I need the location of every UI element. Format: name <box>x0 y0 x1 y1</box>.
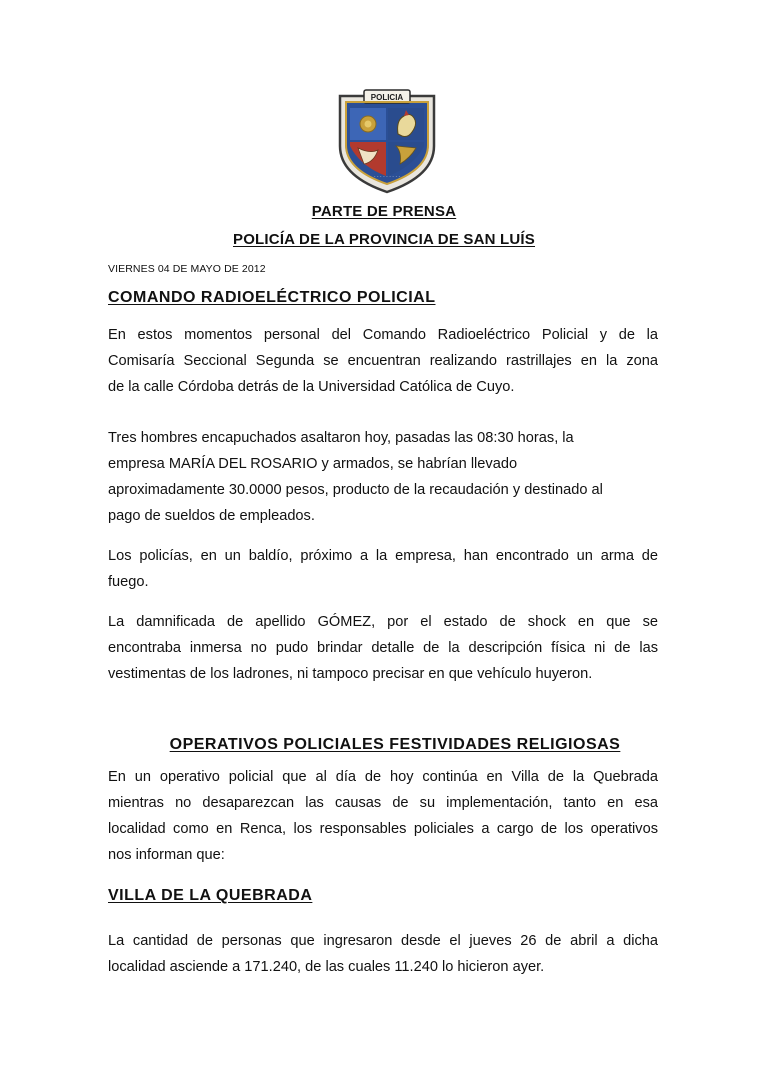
paragraph-comando-3 <box>108 543 658 595</box>
text-line: fuego. <box>108 574 149 590</box>
text-line: La cantidad de personas que ingresaron desde el jueves 26 de abril a dicha <box>108 933 658 949</box>
svg-text:POLICIA: POLICIA <box>370 93 404 102</box>
heading-operativos-text: OPERATIVOS POLICIALES FESTIVIDADES RELIGIOSAS <box>169 736 621 753</box>
text-line: vestimentas de los ladrones, ni tampoco precisar en que vehículo huyeron. <box>108 666 593 682</box>
paragraph-villa-1 <box>108 928 658 980</box>
document-subtitle <box>0 231 768 248</box>
paragraph-comando-1 <box>108 322 658 400</box>
text-line: Comisaría Seccional Segunda se encuentran realizando rastrillajes en la zona <box>108 353 658 369</box>
publication-date: VIERNES 04 DE MAYO DE 2012 <box>108 263 266 275</box>
text-line: En un operativo policial que al día de hoy continúa en Villa de la Quebrada <box>108 769 658 785</box>
text-line: aproximadamente 30.0000 pesos, producto de la recaudación y destinado al <box>108 482 603 498</box>
text-line: La damnificada de apellido GÓMEZ, por el estado de shock en que se <box>108 614 658 630</box>
text-line: localidad asciende a 171.240, de las cuales 11.240 lo hicieron ayer. <box>108 959 545 975</box>
police-shield-logo <box>330 88 444 196</box>
text-line: Los policías, en un baldío, próximo a la empresa, han encontrado un arma de <box>108 548 658 564</box>
text-line: pago de sueldos de empleados. <box>108 508 315 524</box>
heading-comando-radioelectrico: COMANDO RADIOELÉCTRICO POLICIAL <box>108 289 436 306</box>
text-line: Tres hombres encapuchados asaltaron hoy, pasadas las 08:30 horas, la <box>108 430 574 446</box>
text-line: empresa MARÍA DEL ROSARIO y armados, se habrían llevado <box>108 456 518 472</box>
paragraph-comando-4 <box>108 609 658 687</box>
paragraph-comando-2 <box>108 425 658 529</box>
svg-text:· · · · · · · · ·: · · · · · · · · · <box>373 174 401 180</box>
heading-operativos-policiales <box>0 736 768 754</box>
text-line: En estos momentos personal del Comando Radioeléctrico Policial y de la <box>108 327 658 343</box>
text-line: mientras no desaparezcan las causas de su implementación, tanto en esa <box>108 795 658 811</box>
shield-emblem-icon <box>330 88 444 196</box>
text-line: nos informan que: <box>108 847 225 863</box>
paragraph-operativos-1 <box>108 764 658 868</box>
heading-villa-de-la-quebrada: VILLA DE LA QUEBRADA <box>108 887 313 904</box>
text-line: de la calle Córdoba detrás de la Universidad Católica de Cuyo. <box>108 379 515 395</box>
document-title-text: PARTE DE PRENSA <box>311 203 457 220</box>
document-title <box>0 203 768 220</box>
document-subtitle-text: POLICÍA DE LA PROVINCIA DE SAN LUÍS <box>232 231 536 248</box>
text-line: encontraba inmersa no pudo brindar detalle de la descripción física ni de las <box>108 640 658 656</box>
text-line: localidad como en Renca, los responsables policiales a cargo de los operativos <box>108 821 658 837</box>
